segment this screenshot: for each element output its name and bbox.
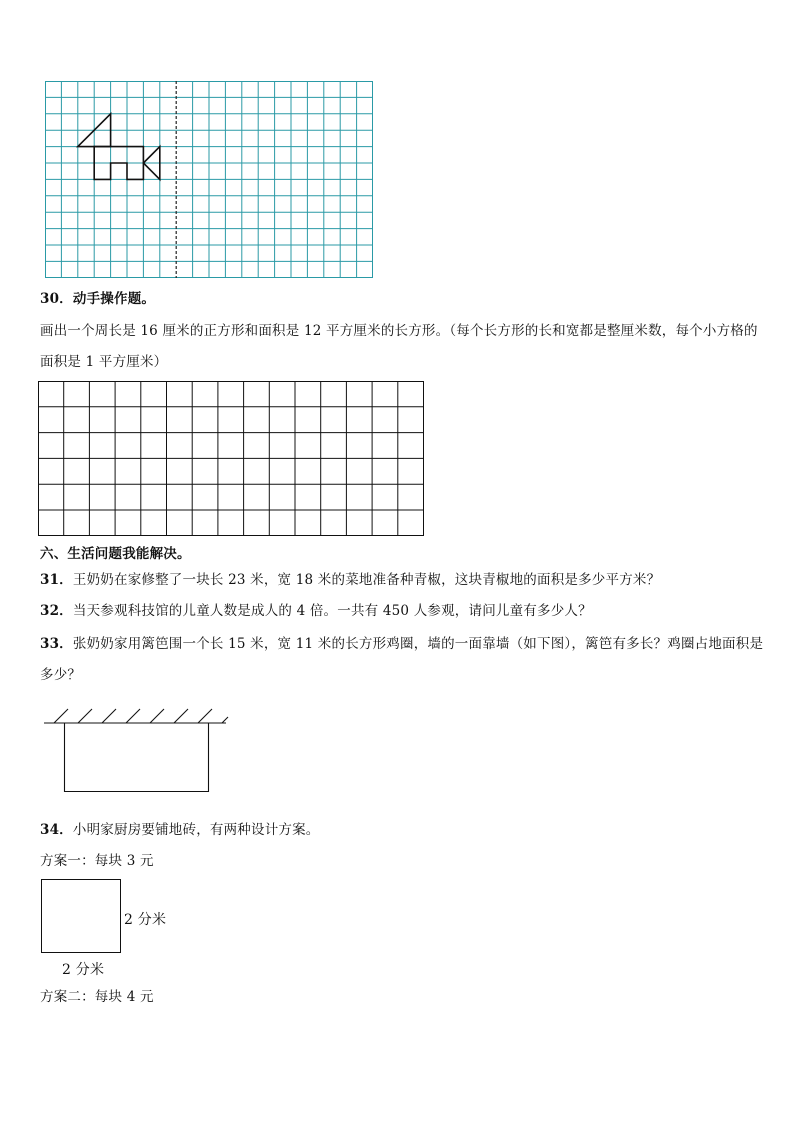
- q33-text-line1: 张奶奶家用篱笆围一个长 15 米，宽 11 米的长方形鸡圈，墙的一面靠墙（如下图），篱笆有多长？鸡圈占地面积是: [72, 636, 764, 652]
- fence-rectangle: [65, 723, 209, 792]
- symmetry-grid-figure: [45, 81, 373, 278]
- q33-line1: [40, 635, 763, 653]
- drawing-grid: [38, 381, 424, 536]
- q34-number: 34．: [40, 822, 73, 838]
- section-6-title: 六、生活问题我能解决。: [40, 546, 191, 562]
- q31: [40, 571, 660, 589]
- wall-pen-diagram: [44, 706, 228, 794]
- plan-one-tile-square: [41, 879, 121, 953]
- q32-number: 32．: [40, 603, 73, 619]
- q30-heading: [40, 290, 155, 308]
- q31-text: 王奶奶在家修整了一块长 23 米，宽 18 米的菜地准备种青椒，这块青椒地的面积是多少平方米？: [72, 572, 661, 588]
- q34: [40, 821, 320, 839]
- q30-instruction-line2: 面积是 1 平方厘米）: [40, 354, 168, 370]
- plan-one-bottom-label: 2 分米: [62, 962, 105, 978]
- q31-number: 31．: [40, 572, 73, 588]
- q34-text: 小明家厨房要铺地砖，有两种设计方案。: [72, 822, 320, 838]
- q32: [40, 602, 592, 620]
- q33-text-line2: 多少？: [40, 667, 82, 683]
- q33-number: 33．: [40, 636, 73, 652]
- q30-number: 30．: [40, 291, 73, 307]
- plan-two-label: 方案二：每块 4 元: [40, 989, 154, 1005]
- plan-one-side-label: 2 分米: [124, 912, 167, 928]
- plan-one-label: 方案一：每块 3 元: [40, 853, 154, 869]
- q30-title: 动手操作题。: [72, 291, 156, 307]
- q30-instruction-line1: 画出一个周长是 16 厘米的正方形和面积是 12 平方厘米的长方形。（每个长方形的长和宽都是整厘米数，每个小方格的: [40, 323, 758, 339]
- q32-text: 当天参观科技馆的儿童人数是成人的 4 倍。一共有 450 人参观，请问儿童有多少人？: [72, 603, 592, 619]
